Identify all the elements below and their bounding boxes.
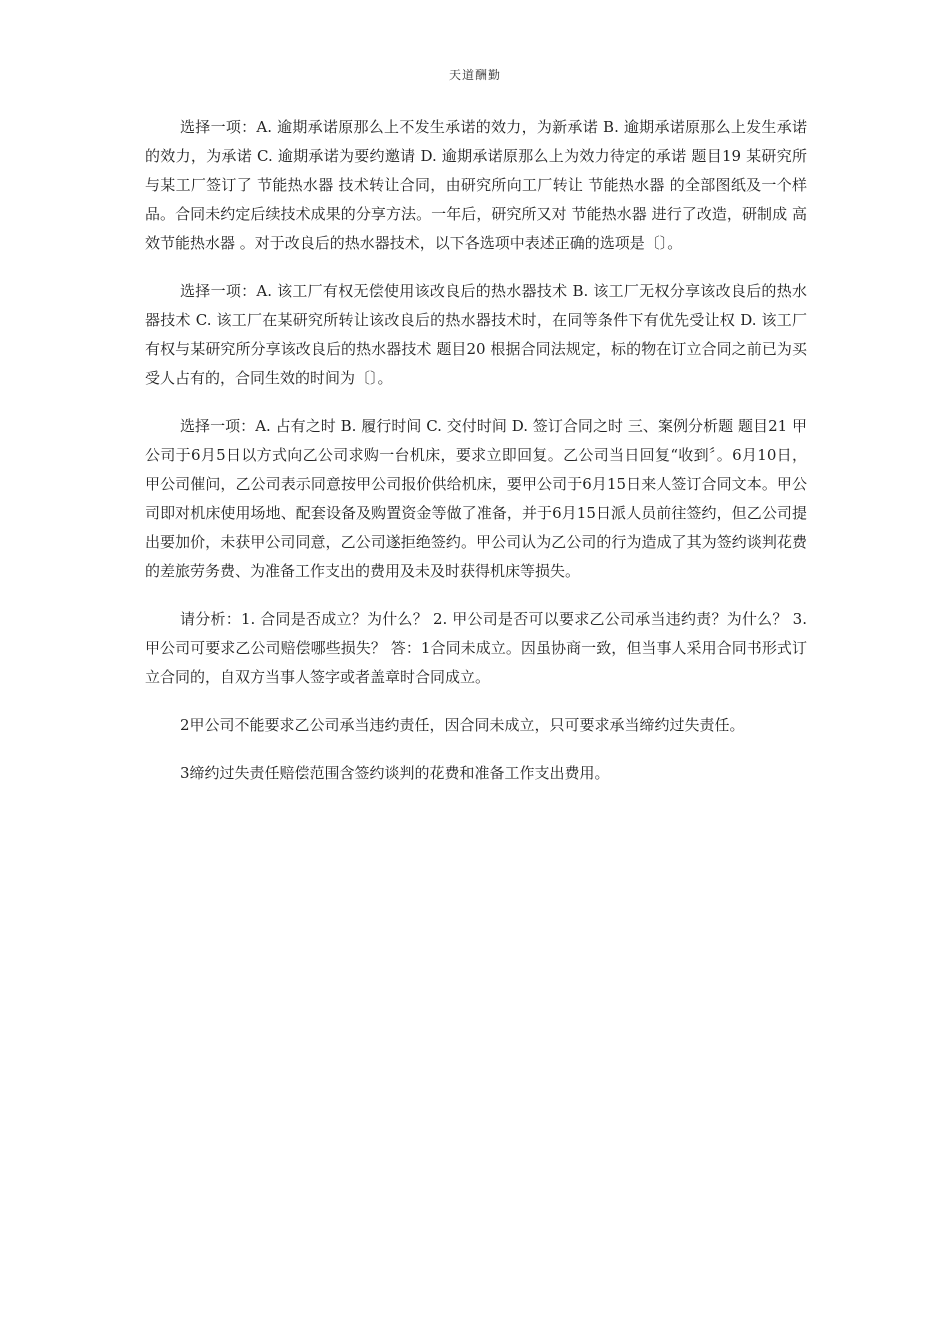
paragraph-case-analysis: 选择一项：A. 占有之时 B. 履行时间 C. 交付时间 D. 签订合同之时 三、案例分析题 题目21 甲公司于6月5日以方式向乙公司求购一台机床，要求立即回复。乙公司当日回复“收到〞。6月10日，甲公司催问，乙公司表示同意按甲公司报价供给机床，要甲公司于6月15日来人签订合同文本。甲公司即对机床使用场地、配套设备及购置资金等做了准备，并于6月15日派人员前往签约，但乙公司提出要加价，未获甲公司同意，乙公司遂拒绝签约。甲公司认为乙公司的行为造成了其为签约谈判花费的差旅劳务费、为准备工作支出的费用及未及时获得机床等损失。 [145, 417, 807, 580]
paragraph-question-20: 选择一项：A. 该工厂有权无偿使用该改良后的热水器技术 B. 该工厂无权分享该改良后的热水器技术 C. 该工厂在某研究所转让该改良后的热水器技术时，在同等条件下有优先受让权 D. 该工厂有权与某研究所分享该改良后的热水器技术 题目20 根据合同法规定，标的物在订立合同之前已为买受人占有的，合同生效的时间为〔〕。 [145, 282, 807, 387]
paragraph-question-19: 选择一项：A. 逾期承诺原那么上不发生承诺的效力，为新承诺 B. 逾期承诺原那么上发生承诺的效力，为承诺 C. 逾期承诺为要约邀请 D. 逾期承诺原那么上为效力待定的承诺 题目19 某研究所与某工厂签订了 节能热水器 技术转让合同，由研究所向工厂转让 节能热水器 的全部图纸及一个样品。合同未约定后续技术成果的分享方法。一年后，研究所又对 节能热水器 进行了改造，研制成 高效节能热水器 。对于改良后的热水器技术，以下各选项中表述正确的选项是〔〕。 [145, 118, 807, 252]
page-header: 天道酬勤 [448, 68, 501, 82]
paragraph-answer-2: 2甲公司不能要求乙公司承当违约责任，因合同未成立，只可要求承当缔约过失责任。 [180, 716, 745, 734]
document-body [145, 113, 807, 807]
paragraph-answer-3: 3缔约过失责任赔偿范围含签约谈判的花费和准备工作支出费用。 [180, 764, 610, 782]
paragraph-analysis-answer-1: 请分析：1. 合同是否成立？为什么？ 2. 甲公司是否可以要求乙公司承当违约责？为什么？ 3. 甲公司可要求乙公司赔偿哪些损失？ 答：1合同未成立。因虽协商一致，但当事人采用合同书形式订立合同的，自双方当事人签字或者盖章时合同成立。 [145, 610, 807, 686]
